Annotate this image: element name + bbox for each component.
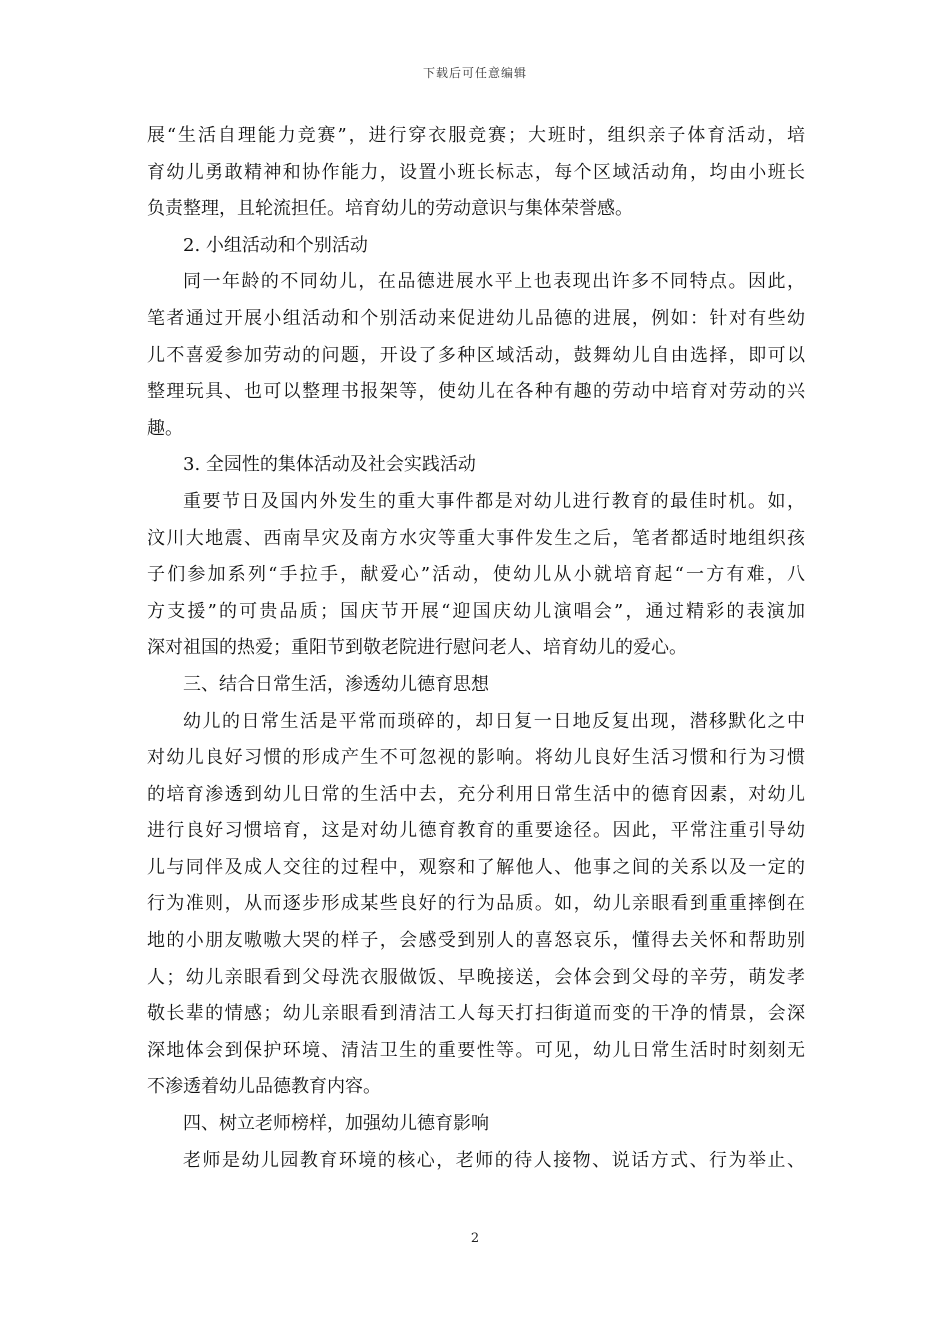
section-heading: 2. 小组活动和个别活动 xyxy=(183,234,368,256)
paragraph-line: 幼儿的日常生活是平常而琐碎的，却日复一日地反复出现，潜移默化之中 xyxy=(183,710,805,732)
document-body xyxy=(147,118,805,1179)
paragraph-line: 育幼儿勇敢精神和协作能力，设置小班长标志，每个区域活动角，均由小班长 xyxy=(147,161,805,183)
page-number: 2 xyxy=(470,1231,480,1246)
paragraph-line: 儿与同伴及成人交往的过程中，观察和了解他人、他事之间的关系以及一定的 xyxy=(147,856,805,878)
section-heading: 3. 全园性的集体活动及社会实践活动 xyxy=(183,454,476,476)
paragraph-line: 敬长辈的情感；幼儿亲眼看到清洁工人每天打扫街道而变的干净的情景，会深 xyxy=(147,1003,805,1025)
paragraph-line: 老师是幼儿园教育环境的核心，老师的待人接物、说话方式、行为举止、 xyxy=(183,1149,805,1171)
paragraph-line: 方支援”的可贵品质；国庆节开展“迎国庆幼儿演唱会”，通过精彩的表演加 xyxy=(147,600,805,622)
paragraph-line: 深地体会到保护环境、清洁卫生的重要性等。可见，幼儿日常生活时时刻刻无 xyxy=(147,1039,805,1061)
paragraph-line: 对幼儿良好习惯的形成产生不可忽视的影响。将幼儿良好生活习惯和行为习惯 xyxy=(147,747,805,769)
paragraph-line: 整理玩具、也可以整理书报架等，使幼儿在各种有趣的劳动中培育对劳动的兴 xyxy=(147,381,805,403)
paragraph-line: 不渗透着幼儿品德教育内容。 xyxy=(147,1076,381,1098)
paragraph-line: 深对祖国的热爱；重阳节到敬老院进行慰问老人、培育幼儿的爱心。 xyxy=(147,637,687,659)
paragraph-line: 人；幼儿亲眼看到父母洗衣服做饭、早晚接送，会体会到父母的辛劳，萌发孝 xyxy=(147,966,805,988)
paragraph-line: 同一年龄的不同幼儿，在品德进展水平上也表现出许多不同特点。因此， xyxy=(183,271,805,293)
paragraph-line: 趣。 xyxy=(147,417,183,439)
paragraph-line: 儿不喜爱参加劳动的问题，开设了多种区域活动，鼓舞幼儿自由选择，即可以 xyxy=(147,344,805,366)
page-header: 下载后可任意编辑 xyxy=(422,66,527,80)
paragraph-line: 汶川大地震、西南旱灾及南方水灾等重大事件发生之后，笔者都适时地组织孩 xyxy=(147,527,805,549)
paragraph-line: 笔者通过开展小组活动和个别活动来促进幼儿品德的进展，例如：针对有些幼 xyxy=(147,307,805,329)
paragraph-line: 地的小朋友嗷嗷大哭的样子，会感受到别人的喜怒哀乐，懂得去关怀和帮助别 xyxy=(147,930,805,952)
section-heading: 三、结合日常生活，渗透幼儿德育思想 xyxy=(183,673,489,695)
paragraph-line: 重要节日及国内外发生的重大事件都是对幼儿进行教育的最佳时机。如， xyxy=(183,490,805,512)
section-heading: 四、树立老师榜样，加强幼儿德育影响 xyxy=(183,1113,489,1135)
paragraph-line: 行为准则，从而逐步形成某些良好的行为品质。如，幼儿亲眼看到重重摔倒在 xyxy=(147,893,805,915)
paragraph-line: 子们参加系列“手拉手，献爱心”活动，使幼儿从小就培育起“一方有难，八 xyxy=(147,564,805,586)
paragraph-line: 进行良好习惯培育，这是对幼儿德育教育的重要途径。因此，平常注重引导幼 xyxy=(147,820,805,842)
paragraph-line: 负责整理，且轮流担任。培育幼儿的劳动意识与集体荣誉感。 xyxy=(147,198,633,220)
paragraph-line: 的培育渗透到幼儿日常的生活中去，充分利用日常生活中的德育因素，对幼儿 xyxy=(147,783,805,805)
paragraph-line: 展“生活自理能力竞赛”，进行穿衣服竞赛；大班时，组织亲子体育活动，培 xyxy=(147,125,805,146)
